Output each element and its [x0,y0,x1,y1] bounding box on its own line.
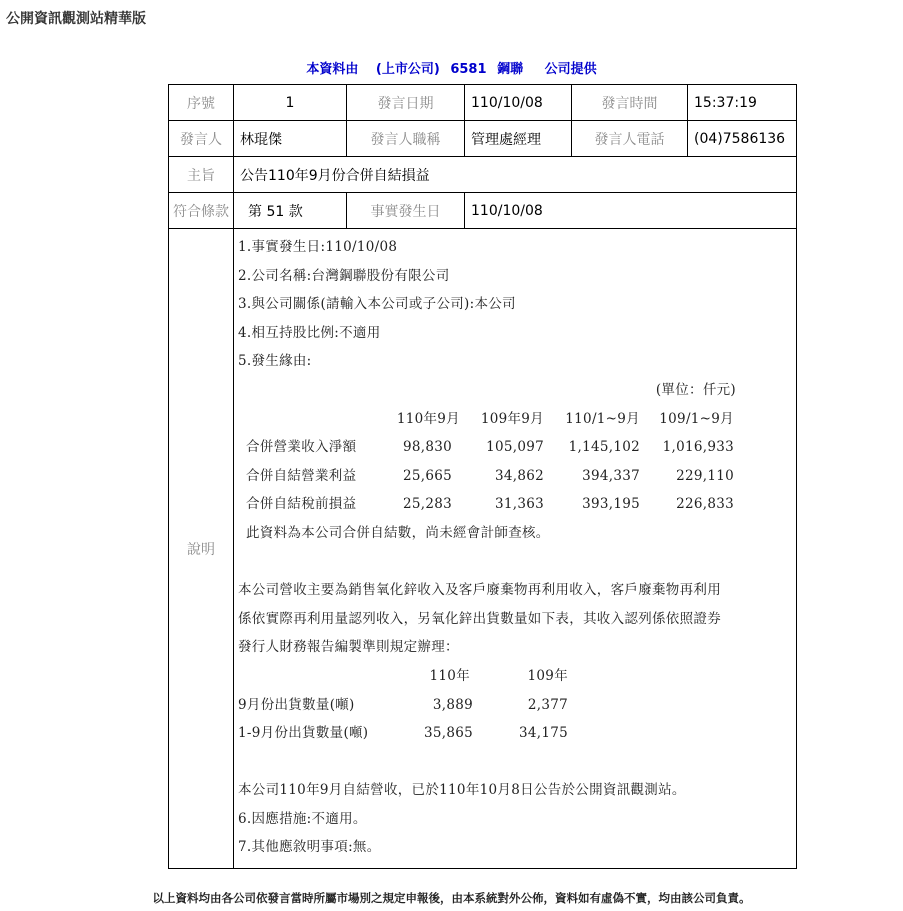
income-row [238,462,792,491]
speaker-phone-label: 發言人電話 [572,121,688,157]
income-cell: 394,337 [582,467,640,484]
speaker-phone-value: (04)7586136 [688,121,797,157]
income-row [238,490,792,519]
revenue-para-line-2: 係依實際再利用量認列收入，另氧化鋅出貨數量如下表，其收入認列係依照證券 [238,610,721,627]
desc-item-3: 3.與公司關係(請輸入本公司或子公司):本公司 [238,296,516,313]
income-row-label: 合併自結稅前損益 [246,496,357,513]
income-cell: 1,145,102 [568,439,640,456]
desc-item-7: 7.其他應敘明事項:無。 [238,839,381,856]
income-cell: 25,665 [402,467,452,484]
date-value: 110/10/08 [465,85,572,121]
income-cell: 226,833 [676,496,734,513]
clause-label: 符合條款 [169,193,234,229]
speaker-title-value: 管理處經理 [465,121,572,157]
provider-suffix: 公司提供 [544,62,597,77]
provider-code: 6581 [450,62,487,77]
unaudited-note: 此資料為本公司合併自結數，尚未經會計師查核。 [246,524,550,541]
table-row [169,121,797,157]
income-cell: 98,830 [402,439,452,456]
date-label: 發言日期 [347,85,465,121]
income-header: 109/1~9月 [659,410,734,427]
event-date-label: 事實發生日 [347,193,465,229]
provider-name: 鋼聯 [497,62,524,77]
description-cell [234,229,797,869]
table-row [169,85,797,121]
income-header: 110/1~9月 [565,410,640,427]
shipment-row [238,691,792,720]
speaker-label: 發言人 [169,121,234,157]
provider-market: (上市公司) [375,62,440,77]
income-row-label: 合併自結營業利益 [246,467,357,484]
announcement-para: 本公司110年9月自結營收，已於110年10月8日公告於公開資訊觀測站。 [238,782,686,799]
income-cell: 105,097 [486,439,544,456]
shipment-cell: 34,175 [518,725,568,742]
seq-value: 1 [234,85,347,121]
time-value: 15:37:19 [688,85,797,121]
income-header-row [238,405,792,434]
site-title: 公開資訊觀測站精華版 [6,11,146,27]
income-header: 109年9月 [480,410,544,427]
speaker-title-label: 發言人職稱 [347,121,465,157]
income-cell: 34,862 [494,467,544,484]
shipment-header: 110年 [429,667,470,684]
desc-item-2: 2.公司名稱:台灣鋼聯股份有限公司 [238,267,450,284]
provider-line [0,58,903,77]
income-header: 110年9月 [396,410,460,427]
income-row [238,433,792,462]
speaker-value: 林琨傑 [234,121,347,157]
shipment-header-row [238,662,792,691]
shipment-row-label: 1-9月份出貨數量(噸) [238,725,369,742]
desc-item-1: 1.事實發生日:110/10/08 [238,239,398,255]
shipment-header: 109年 [527,667,568,684]
revenue-para-line-3: 發行人財務報告編製準則規定辦理： [238,639,459,656]
subject-label: 主旨 [169,157,234,193]
event-date-value: 110/10/08 [465,193,797,229]
time-label: 發言時間 [572,85,688,121]
provider-prefix: 本資料由 [306,62,359,77]
seq-label: 序號 [169,85,234,121]
income-cell: 31,363 [494,496,544,513]
description-label: 說明 [169,229,234,869]
disclaimer-footer: 以上資料均由各公司依發言當時所屬市場別之規定申報後，由本系統對外公佈，資料如有虛偽不實，均由該公司負責。 [152,891,751,905]
announcement-table [168,84,797,869]
shipment-cell: 2,377 [527,696,568,713]
income-cell: 229,110 [676,467,734,484]
subject-value: 公告110年9月份合併自結損益 [234,157,797,193]
desc-item-5: 5.發生緣由: [238,353,312,370]
income-row-label: 合併營業收入淨額 [246,439,357,456]
desc-item-6: 6.因應措施:不適用。 [238,810,367,827]
description-body [238,233,792,862]
income-cell: 25,283 [402,496,452,513]
shipment-cell: 3,889 [432,696,473,713]
table-row [169,229,797,869]
shipment-row [238,719,792,748]
shipment-cell: 35,865 [423,725,473,742]
clause-value: 第 51 款 [234,193,347,229]
table-row [169,157,797,193]
table-row [169,193,797,229]
income-cell: 1,016,933 [662,439,734,456]
shipment-row-label: 9月份出貨數量(噸) [238,696,355,713]
revenue-para-line-1: 本公司營收主要為銷售氧化鋅收入及客戶廢棄物再利用收入，客戶廢棄物再利用 [238,582,721,599]
unit-note: (單位：仟元) [655,381,736,398]
desc-item-4: 4.相互持股比例:不適用 [238,324,381,341]
income-cell: 393,195 [582,496,640,513]
